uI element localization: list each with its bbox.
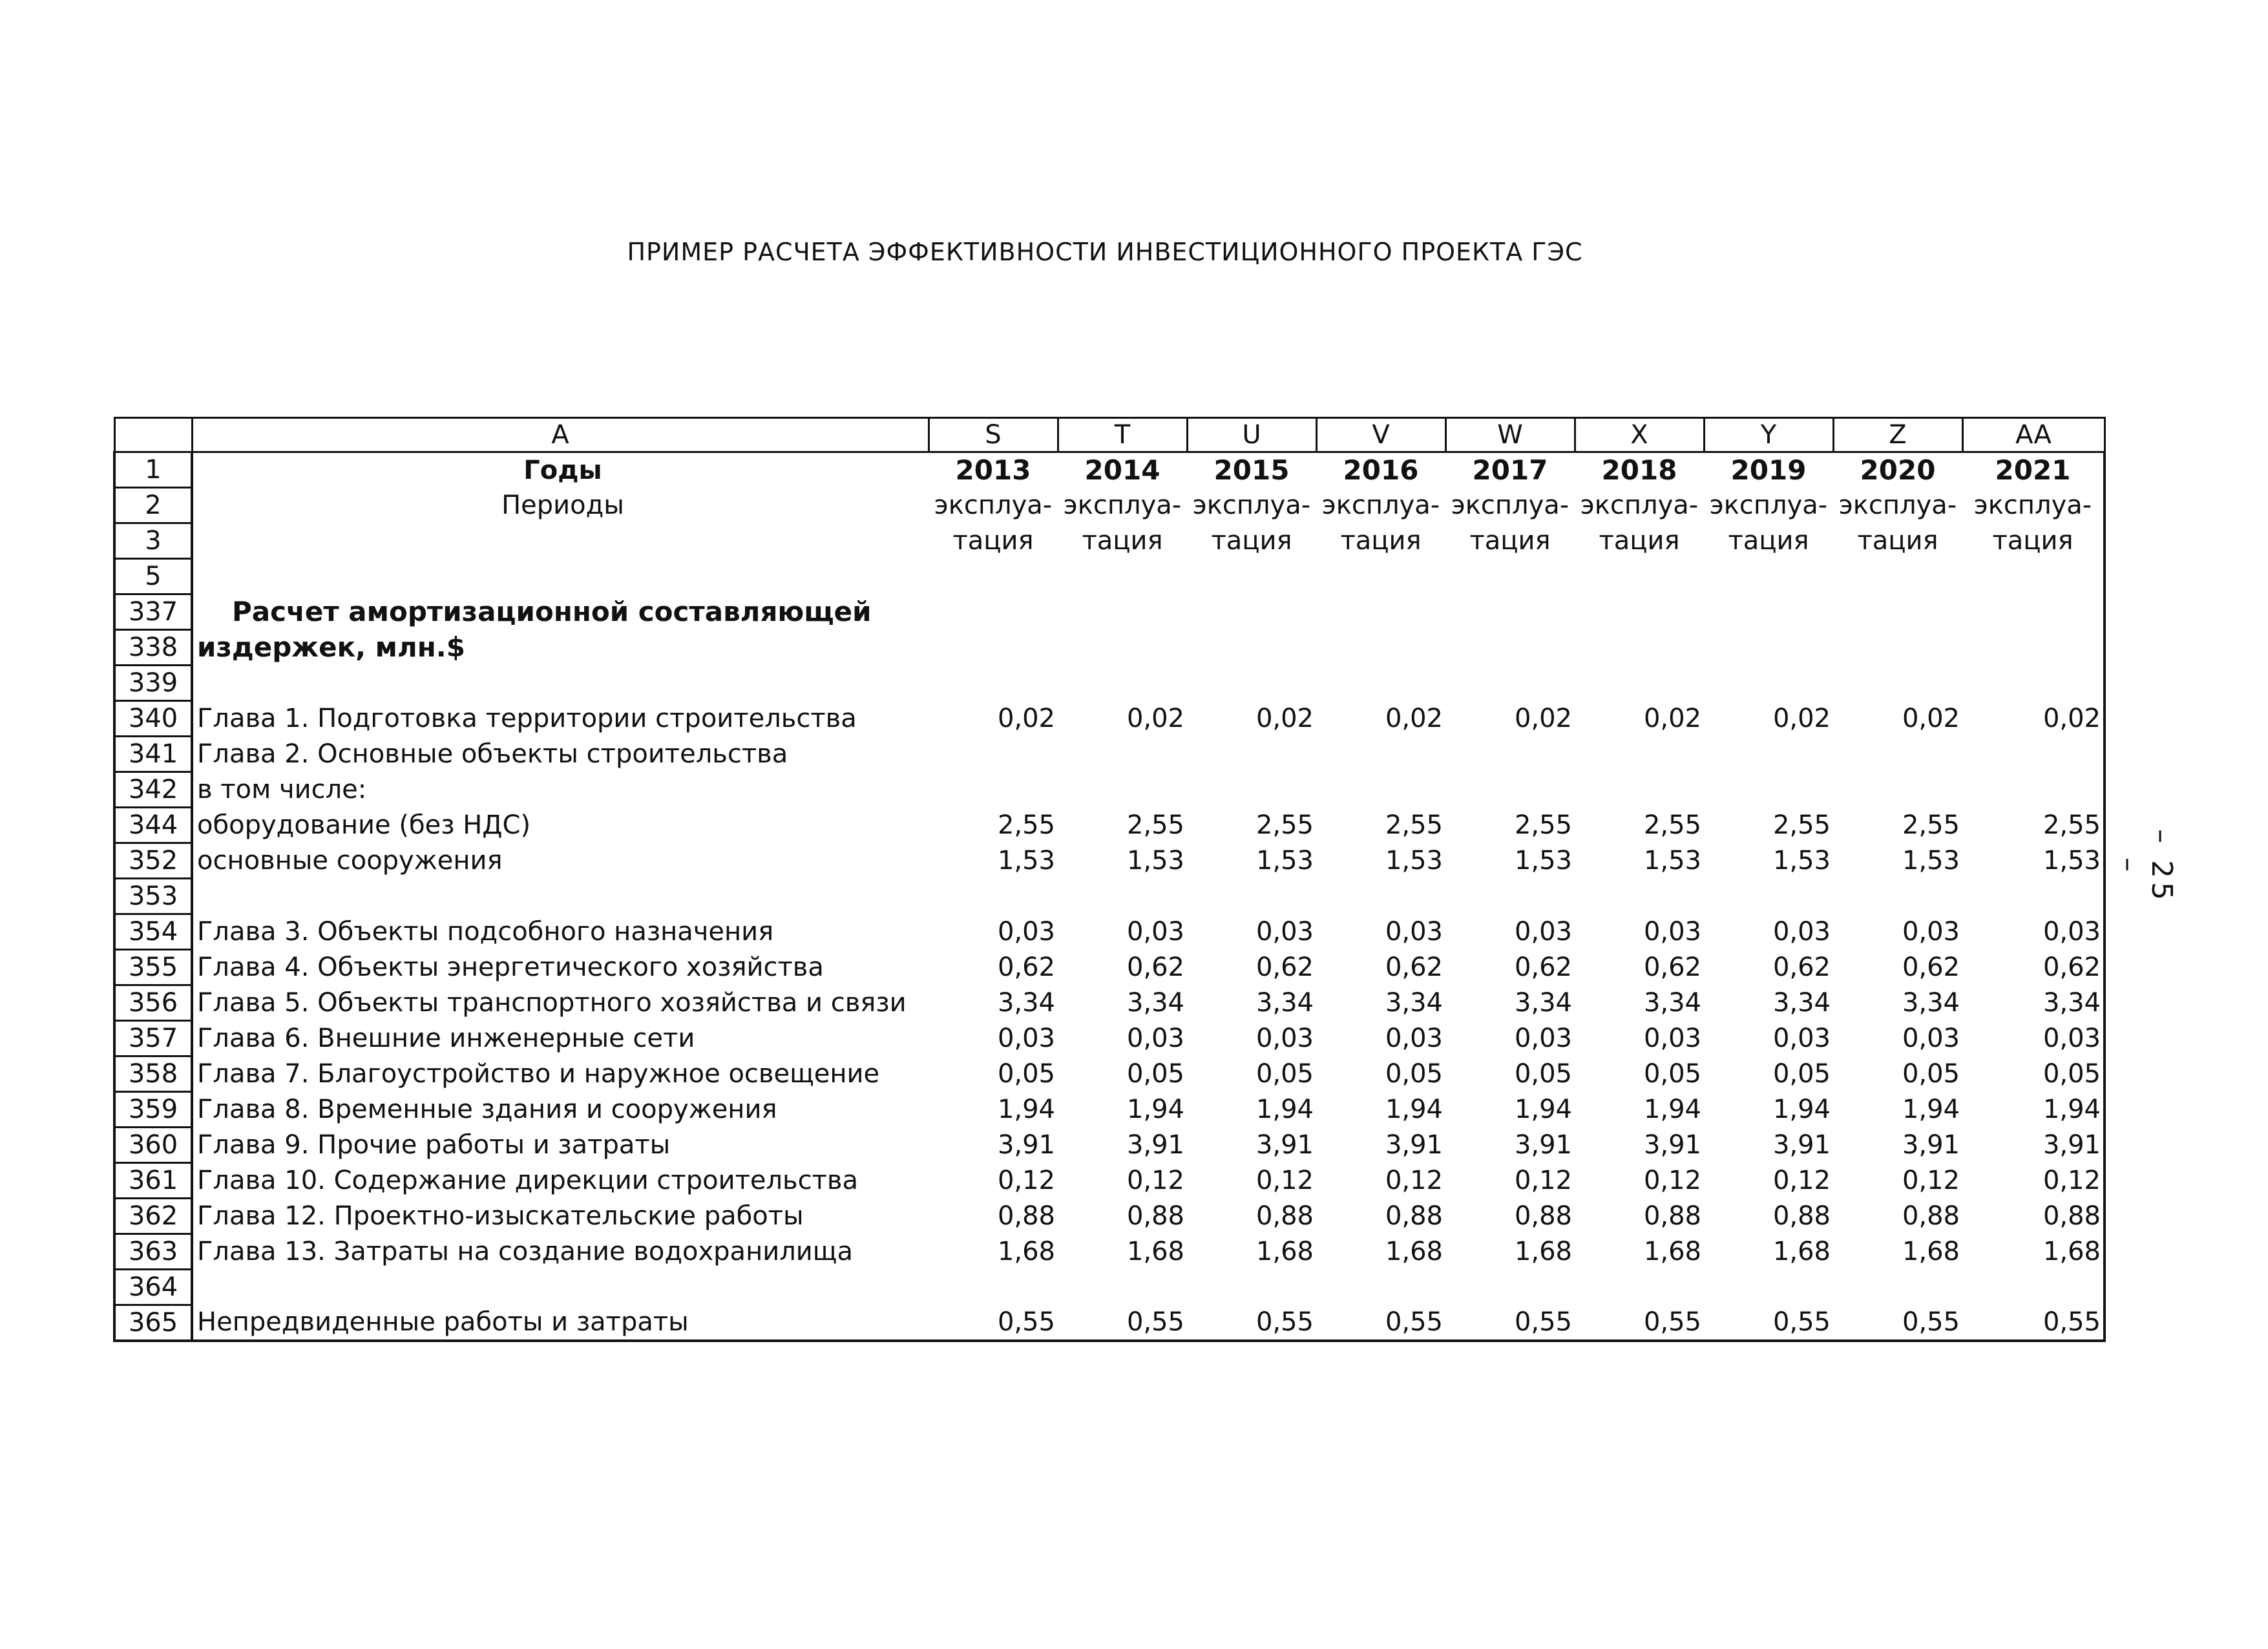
- table-row: [114, 1056, 2105, 1092]
- empty-row: [114, 879, 2105, 914]
- value-cell: 0,03: [1126, 917, 1184, 947]
- empty-row: [114, 666, 2105, 701]
- period-cell: эксплуа-: [1192, 490, 1311, 520]
- section-title-line-1: Расчет амортизационной составляющей: [232, 596, 872, 627]
- value-cell: 0,03: [1643, 917, 1701, 947]
- value-cell: 1,94: [1385, 1095, 1443, 1124]
- value-cell: 0,55: [1058, 1305, 1187, 1341]
- value-cell: 0,55: [929, 1305, 1058, 1341]
- years-row: [114, 452, 2105, 488]
- value-cell: 1,68: [1962, 1234, 2105, 1270]
- value-cell: 0,02: [1255, 704, 1314, 733]
- value-cell: 3,91: [997, 1130, 1055, 1160]
- row-number: 341: [114, 737, 192, 772]
- row-number: 352: [114, 843, 192, 879]
- value-cell: 3,34: [1772, 988, 1831, 1018]
- value-cell: 0,03: [1643, 1024, 1701, 1053]
- value-cell: [1316, 737, 1445, 772]
- table-row: [114, 737, 2105, 772]
- value-cell: 0,03: [1902, 917, 1960, 947]
- row-number: 342: [114, 772, 192, 808]
- value-cell: [1833, 737, 1962, 772]
- value-cell: 0,03: [1385, 917, 1443, 947]
- period-cell: тация: [1728, 526, 1809, 556]
- period-cell: тация: [1962, 523, 2105, 559]
- value-cell: [1833, 772, 1962, 808]
- value-cell: [1187, 772, 1316, 808]
- column-header-w: W: [1445, 418, 1575, 452]
- row-label: Глава 10. Содержание дирекции строительства: [197, 1166, 859, 1195]
- table-row: [114, 1128, 2105, 1163]
- table-row: [114, 1199, 2105, 1234]
- value-cell: [1575, 772, 1704, 808]
- row-number: 339: [114, 666, 192, 701]
- empty-row: [114, 559, 2105, 594]
- value-cell: 1,94: [1514, 1095, 1572, 1124]
- value-cell: 0,62: [1643, 952, 1701, 982]
- year-cell: 2013: [955, 454, 1031, 486]
- value-cell: 1,53: [1962, 843, 2105, 879]
- value-cell: 0,62: [1962, 950, 2105, 985]
- value-cell: 0,03: [1126, 1024, 1184, 1053]
- value-cell: 0,05: [1643, 1059, 1701, 1089]
- period-cell: эксплуа-: [1838, 490, 1957, 520]
- value-cell: [1187, 737, 1316, 772]
- corner-cell: [114, 418, 192, 452]
- period-cell: эксплуа-: [1580, 490, 1699, 520]
- table-row: [114, 985, 2105, 1021]
- value-cell: 0,02: [1514, 704, 1572, 733]
- row-label: Глава 13. Затраты на создание водохранилища: [197, 1237, 853, 1266]
- value-cell: 1,68: [1255, 1237, 1314, 1266]
- row-label: Глава 5. Объекты транспортного хозяйства и связи: [197, 988, 907, 1018]
- table-row: [114, 914, 2105, 950]
- value-cell: 0,55: [1962, 1305, 2105, 1341]
- value-cell: 1,94: [1643, 1095, 1701, 1124]
- year-cell: 2017: [1472, 454, 1548, 486]
- value-cell: 1,94: [1255, 1095, 1314, 1124]
- value-cell: 0,03: [1514, 1024, 1572, 1053]
- value-cell: 0,03: [997, 917, 1055, 947]
- period-cell: эксплуа-: [1063, 490, 1182, 520]
- row-label: оборудование (без НДС): [197, 810, 531, 840]
- value-cell: 0,55: [1187, 1305, 1316, 1341]
- value-cell: 0,88: [1772, 1201, 1831, 1231]
- section-title-line-2: издержек, млн.$: [197, 631, 465, 663]
- value-cell: 0,55: [1445, 1305, 1575, 1341]
- value-cell: 0,05: [1962, 1056, 2105, 1092]
- value-cell: 0,02: [1962, 701, 2105, 737]
- section-title-row-1: [114, 594, 2105, 630]
- table-row: [114, 1163, 2105, 1199]
- value-cell: 1,53: [1126, 846, 1184, 876]
- row-label: Глава 2. Основные объекты строительства: [197, 739, 788, 769]
- period-cell: тация: [1340, 526, 1422, 556]
- value-cell: 0,12: [997, 1166, 1055, 1195]
- value-cell: 0,88: [1255, 1201, 1314, 1231]
- value-cell: 0,55: [1575, 1305, 1704, 1341]
- value-cell: 0,05: [997, 1059, 1055, 1089]
- value-cell: 3,34: [1385, 988, 1443, 1018]
- row-number: 338: [114, 630, 192, 666]
- column-header-row: [114, 418, 2105, 452]
- value-cell: 3,91: [1385, 1130, 1443, 1160]
- value-cell: 0,12: [1385, 1166, 1443, 1195]
- value-cell: 0,62: [1385, 952, 1443, 982]
- column-header-u: U: [1187, 418, 1316, 452]
- row-label: Глава 7. Благоустройство и наружное освещение: [197, 1059, 880, 1089]
- value-cell: 1,53: [1902, 846, 1960, 876]
- row-label: [192, 523, 929, 559]
- value-cell: [1704, 772, 1833, 808]
- value-cell: 0,88: [1514, 1201, 1572, 1231]
- value-cell: 2,55: [1514, 810, 1572, 840]
- column-header-s: S: [929, 418, 1058, 452]
- row-number: 356: [114, 985, 192, 1021]
- value-cell: 2,55: [1255, 810, 1314, 840]
- row-number: 363: [114, 1234, 192, 1270]
- value-cell: 0,88: [997, 1201, 1055, 1231]
- value-cell: 1,53: [1772, 846, 1831, 876]
- table-row: [114, 1092, 2105, 1128]
- value-cell: 1,68: [1126, 1237, 1184, 1266]
- value-cell: 0,02: [1772, 704, 1831, 733]
- table-row: [114, 808, 2105, 843]
- year-cell: 2014: [1084, 454, 1160, 486]
- value-cell: 0,55: [1316, 1305, 1445, 1341]
- value-cell: 3,34: [997, 988, 1055, 1018]
- year-cell: 2019: [1730, 454, 1807, 486]
- row-number: 358: [114, 1056, 192, 1092]
- row-number: 337: [114, 594, 192, 630]
- row-label: Глава 3. Объекты подсобного назначения: [197, 917, 774, 947]
- value-cell: 0,02: [1126, 704, 1184, 733]
- row-number: 1: [114, 452, 192, 488]
- value-cell: 0,88: [1126, 1201, 1184, 1231]
- value-cell: 1,94: [1902, 1095, 1960, 1124]
- value-cell: 0,03: [1514, 917, 1572, 947]
- value-cell: [1445, 772, 1575, 808]
- value-cell: 1,94: [1962, 1092, 2105, 1128]
- value-cell: 0,88: [1962, 1199, 2105, 1234]
- value-cell: 0,02: [1643, 704, 1701, 733]
- value-cell: 0,05: [1902, 1059, 1960, 1089]
- value-cell: 0,05: [1514, 1059, 1572, 1089]
- value-cell: 0,62: [997, 952, 1055, 982]
- value-cell: 2,55: [1126, 810, 1184, 840]
- value-cell: 0,05: [1772, 1059, 1831, 1089]
- value-cell: [1704, 737, 1833, 772]
- value-cell: 0,62: [1255, 952, 1314, 982]
- value-cell: 1,94: [1772, 1095, 1831, 1124]
- table-body: [114, 418, 2105, 1341]
- year-cell: 2020: [1860, 454, 1936, 486]
- value-cell: 0,88: [1385, 1201, 1443, 1231]
- row-number: 364: [114, 1270, 192, 1305]
- value-cell: [1445, 737, 1575, 772]
- row-label: Глава 6. Внешние инженерные сети: [197, 1024, 695, 1053]
- period-cell: тация: [1211, 526, 1292, 556]
- value-cell: 0,03: [1772, 1024, 1831, 1053]
- value-cell: [1962, 737, 2105, 772]
- value-cell: 0,62: [1902, 952, 1960, 982]
- value-cell: 1,53: [1385, 846, 1443, 876]
- value-cell: 0,03: [997, 1024, 1055, 1053]
- value-cell: 0,05: [1385, 1059, 1443, 1089]
- periods-row: [114, 488, 2105, 523]
- value-cell: 2,55: [1772, 810, 1831, 840]
- value-cell: 0,62: [1772, 952, 1831, 982]
- year-cell: 2015: [1213, 454, 1290, 486]
- value-cell: [1058, 772, 1187, 808]
- value-cell: 0,55: [1833, 1305, 1962, 1341]
- value-cell: 0,12: [1514, 1166, 1572, 1195]
- value-cell: 3,91: [1902, 1130, 1960, 1160]
- period-cell: тация: [1469, 526, 1551, 556]
- value-cell: 0,03: [1962, 914, 2105, 950]
- value-cell: 3,91: [1772, 1130, 1831, 1160]
- value-cell: 2,55: [997, 810, 1055, 840]
- value-cell: 0,02: [1902, 704, 1960, 733]
- value-cell: 3,34: [1126, 988, 1184, 1018]
- row-number: 365: [114, 1305, 192, 1341]
- row-label: Глава 4. Объекты энергетического хозяйства: [197, 952, 824, 982]
- value-cell: [929, 772, 1058, 808]
- value-cell: 3,91: [1962, 1128, 2105, 1163]
- row-label: Непредвиденные работы и затраты: [192, 1305, 929, 1341]
- value-cell: 3,34: [1643, 988, 1701, 1018]
- value-cell: 1,68: [1385, 1237, 1443, 1266]
- value-cell: 1,53: [1643, 846, 1701, 876]
- value-cell: 1,53: [1255, 846, 1314, 876]
- value-cell: [1316, 772, 1445, 808]
- value-cell: 3,91: [1514, 1130, 1572, 1160]
- row-number: 3: [114, 523, 192, 559]
- value-cell: 0,02: [997, 704, 1055, 733]
- table-row: [114, 843, 2105, 879]
- row-number: 344: [114, 808, 192, 843]
- value-cell: 3,91: [1255, 1130, 1314, 1160]
- value-cell: 1,68: [1643, 1237, 1701, 1266]
- value-cell: 1,53: [1514, 846, 1572, 876]
- value-cell: 0,12: [1902, 1166, 1960, 1195]
- value-cell: 1,68: [1514, 1237, 1572, 1266]
- value-cell: 3,34: [1962, 985, 2105, 1021]
- table-row: [114, 1305, 2105, 1341]
- value-cell: 2,55: [1643, 810, 1701, 840]
- value-cell: 0,03: [1255, 917, 1314, 947]
- row-number: 354: [114, 914, 192, 950]
- value-cell: 1,94: [1126, 1095, 1184, 1124]
- column-header-t: T: [1058, 418, 1187, 452]
- document-title: ПРИМЕР РАСЧЕТА ЭФФЕКТИВНОСТИ ИНВЕСТИЦИОННОГО ПРОЕКТА ГЭС: [627, 238, 1583, 266]
- row-number: 2: [114, 488, 192, 523]
- period-cell: эксплуа-: [1321, 490, 1440, 520]
- column-header-z: Z: [1833, 418, 1962, 452]
- years-label: Годы: [523, 455, 602, 485]
- row-number: 362: [114, 1199, 192, 1234]
- value-cell: [1575, 737, 1704, 772]
- value-cell: 0,02: [1385, 704, 1443, 733]
- row-number: 355: [114, 950, 192, 985]
- value-cell: [1058, 737, 1187, 772]
- year-cell: 2021: [1962, 452, 2105, 488]
- amortization-table: [113, 417, 2106, 1342]
- value-cell: 3,34: [1514, 988, 1572, 1018]
- table-row: [114, 1021, 2105, 1056]
- value-cell: 0,55: [1704, 1305, 1833, 1341]
- row-number: 361: [114, 1163, 192, 1199]
- row-label: Глава 12. Проектно-изыскательские работы: [197, 1201, 804, 1231]
- value-cell: 0,03: [1772, 917, 1831, 947]
- value-cell: 0,62: [1126, 952, 1184, 982]
- column-header-v: V: [1316, 418, 1445, 452]
- periods-row-2: [114, 523, 2105, 559]
- row-number: 340: [114, 701, 192, 737]
- value-cell: 2,55: [1385, 810, 1443, 840]
- value-cell: [1962, 772, 2105, 808]
- value-cell: 2,55: [1902, 810, 1960, 840]
- row-number: 357: [114, 1021, 192, 1056]
- period-cell: тация: [1857, 526, 1938, 556]
- column-header-aa: AA: [1962, 418, 2105, 452]
- value-cell: 0,12: [1255, 1166, 1314, 1195]
- periods-label: Периоды: [501, 490, 624, 520]
- value-cell: 1,68: [1902, 1237, 1960, 1266]
- value-cell: 1,53: [997, 846, 1055, 876]
- column-header-a: A: [192, 418, 929, 452]
- value-cell: 1,94: [997, 1095, 1055, 1124]
- value-cell: 3,91: [1643, 1130, 1701, 1160]
- page-number: – 25 –: [2112, 829, 2178, 904]
- period-cell: тация: [952, 526, 1034, 556]
- row-number: 353: [114, 879, 192, 914]
- year-cell: 2016: [1343, 454, 1419, 486]
- value-cell: 0,12: [1126, 1166, 1184, 1195]
- row-label: основные сооружения: [197, 846, 503, 876]
- period-cell: тация: [1082, 526, 1163, 556]
- table-row: [114, 1234, 2105, 1270]
- row-label: Глава 9. Прочие работы и затраты: [197, 1130, 671, 1160]
- row-number: 5: [114, 559, 192, 594]
- value-cell: [929, 737, 1058, 772]
- row-number: 360: [114, 1128, 192, 1163]
- row-label: Глава 1. Подготовка территории строительства: [197, 704, 857, 733]
- period-cell: эксплуа-: [1709, 490, 1828, 520]
- column-header-y: Y: [1704, 418, 1833, 452]
- period-cell: эксплуа-: [934, 490, 1053, 520]
- value-cell: 1,68: [997, 1237, 1055, 1266]
- value-cell: 0,03: [1902, 1024, 1960, 1053]
- value-cell: 0,03: [1385, 1024, 1443, 1053]
- value-cell: 2,55: [1962, 808, 2105, 843]
- table-row: [114, 701, 2105, 737]
- row-label: Глава 8. Временные здания и сооружения: [197, 1095, 777, 1124]
- table-row: [114, 950, 2105, 985]
- value-cell: 0,12: [1772, 1166, 1831, 1195]
- empty-row: [114, 1270, 2105, 1305]
- value-cell: 0,03: [1255, 1024, 1314, 1053]
- row-label: в том числе:: [197, 775, 367, 804]
- value-cell: 0,88: [1902, 1201, 1960, 1231]
- period-cell: эксплуа-: [1962, 488, 2105, 523]
- value-cell: 0,05: [1126, 1059, 1184, 1089]
- section-title-row-2: [114, 630, 2105, 666]
- value-cell: 3,91: [1126, 1130, 1184, 1160]
- period-cell: тация: [1599, 526, 1680, 556]
- row-number: 359: [114, 1092, 192, 1128]
- column-header-x: X: [1575, 418, 1704, 452]
- value-cell: 0,03: [1962, 1021, 2105, 1056]
- year-cell: 2018: [1601, 454, 1677, 486]
- table-row: [114, 772, 2105, 808]
- value-cell: 0,12: [1962, 1163, 2105, 1199]
- value-cell: 0,12: [1643, 1166, 1701, 1195]
- value-cell: 3,34: [1255, 988, 1314, 1018]
- value-cell: 1,68: [1772, 1237, 1831, 1266]
- value-cell: 0,88: [1643, 1201, 1701, 1231]
- value-cell: 0,62: [1514, 952, 1572, 982]
- value-cell: 0,05: [1255, 1059, 1314, 1089]
- period-cell: эксплуа-: [1451, 490, 1570, 520]
- value-cell: 3,34: [1902, 988, 1960, 1018]
